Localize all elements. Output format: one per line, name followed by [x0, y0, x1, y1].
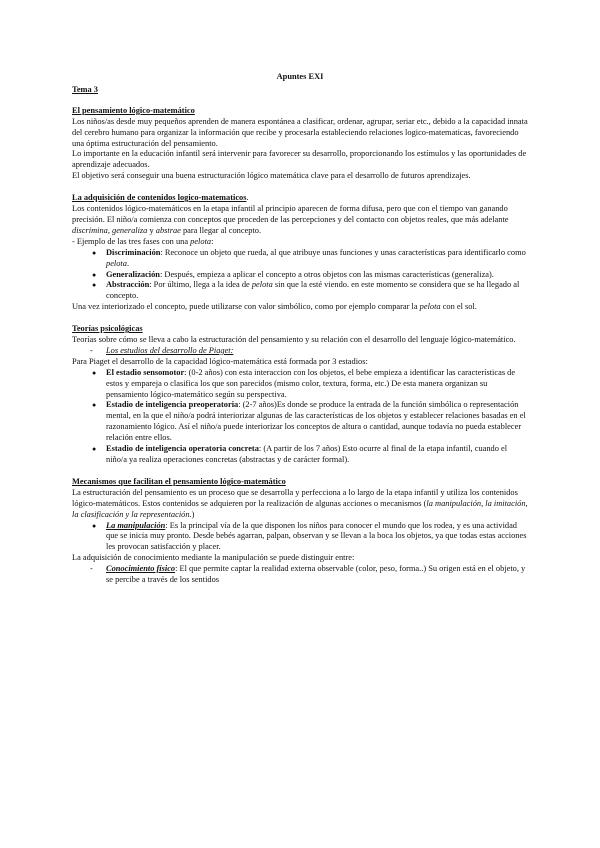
list-item — [106, 270, 528, 281]
paragraph: El objetivo será conseguir una buena estructuración lógico matemática clave para el desarrollo de futuros aprendizajes. — [72, 171, 471, 181]
document-title: Apuntes EXI — [276, 72, 324, 81]
phases-list — [72, 248, 528, 303]
list-item — [106, 368, 528, 401]
text-run: : (A partir de los 7 años) Esto ocurre al final de la etapa infantil, cuando el niño/a ya realiza operaciones concretas (abstractas y de carácter formal). — [106, 444, 508, 464]
italic-run: pelota — [419, 302, 441, 312]
term: Discriminación — [106, 247, 161, 257]
paragraph: La adquisición de conocimiento mediante la manipulación se puede distinguir entre: — [72, 553, 355, 563]
topic-title: Tema 3 — [72, 84, 98, 94]
text-run: : Por último, llega a la idea de — [149, 280, 252, 290]
text-run: : Es la principal vía de la que disponen los niños para conocer el mundo que los rodea, y es una actividad que se inicia muy pronto. Desde bebés agarran, palpan, observan y se llevan a la boca los objetos, ya que todas estas acciones les provocan satisfacción y placer. — [106, 520, 527, 552]
paragraph: Para Piaget el desarrollo de la capacidad lógico-matemática está formada por 3 estadios: — [72, 356, 368, 366]
text-run: ) — [191, 509, 195, 519]
term: El estadio sensomotor — [106, 367, 185, 377]
term: Estadio de inteligencia operatoria concreta — [106, 444, 259, 454]
italic-run: discrimina, generaliza — [72, 225, 148, 235]
term: Generalización — [106, 269, 160, 279]
italic-run: pelota — [190, 236, 212, 246]
section-heading-pensamiento: El pensamiento lógico-matemático — [72, 105, 195, 115]
italic-run: abstrae — [155, 225, 181, 235]
dash-list — [72, 346, 528, 357]
text-run: : (0-2 años) con esta interaccion con los objetos, el bebe empieza a identificar las características de estos y empareja o clasifica los que son parecidos (mismo color, textura, forma, etc.) De esta manera organizan su pensamiento lógico-matemático según su perspectiva. — [106, 367, 516, 399]
text-run: sin que la esté viendo. en este momento se considera que se ha llegado al concepto. — [106, 280, 520, 301]
heading-period: . — [246, 193, 249, 203]
term: Conocimiento físico — [106, 564, 176, 574]
stages-list — [72, 368, 528, 466]
section-heading-mecanismos: Mecanismos que facilitan el pensamiento lógico-matemático — [72, 476, 286, 486]
section-heading-teorias: Teorías psicológicas — [72, 324, 143, 334]
italic-run: pelota — [106, 258, 127, 268]
list-item — [106, 521, 528, 554]
text-run: Los contenidos lógico-matemáticos en la etapa infantil al principio aparecen de forma difusa, pero que con el tiempo van ganando precisión. El niño/a comienza con conceptos que proceden de las percepciones y del contacto con objetos reales, que más adelante — [72, 204, 509, 224]
list-item — [106, 444, 528, 466]
piaget-subheading: Los estudios del desarrollo de Piaget: — [106, 345, 234, 355]
dash-list — [72, 564, 528, 586]
italic-run: la manipulación, la imitación, la clasificación y la representación. — [72, 498, 528, 519]
section-heading-adquisicion-row — [72, 193, 528, 204]
document-page — [72, 72, 528, 586]
paragraph: Lo importante en la educación infantil será intervenir para favorecer su desarrollo, proporcionando los estímulos y las oportunidades de aprendizaje adecuados. — [72, 149, 527, 170]
text-run: Una vez interiorizado el concepto, puede utilizarse con valor simbólico, como por ejemplo comparar la — [72, 302, 420, 312]
text-run: . — [126, 258, 130, 268]
list-item — [106, 248, 528, 270]
paragraph: Los niños/as desde muy pequeños aprenden de manera espontánea a clasificar, ordenar, agrupar, seriar etc., debido a la capacidad innata del cerebro humano para organizar la información que recibe y procesarla estableciendo relaciones logico-matematicas, favoreciendo una óptima estructuración del pensamiento. — [72, 116, 528, 148]
text-run: y — [147, 225, 156, 235]
text-run: : — [211, 236, 214, 246]
text-run: - Ejemplo de las tres fases con una — [72, 236, 191, 246]
list-item — [106, 346, 528, 357]
text-run: : Reconoce un objeto que rueda, al que atribuye unas funciones y unas características para identificarlo como — [160, 247, 526, 257]
text-run: para llegar al concepto. — [180, 225, 262, 235]
text-run: : (2-7 años)Es donde se produce la entrada de la función simbólica o representación mental, en la que el niño/a podrá interiorizar algunas de las características de los objetos y establecer relaciones basadas en el razonamiento lógico. Así el niño/a puede interiorizar los conceptos de altura o cantidad, aunque todavía no pueda establecer relación entre ellos. — [106, 400, 526, 443]
term: La manipulación — [106, 520, 166, 530]
italic-run: pelota — [251, 280, 273, 290]
example-line — [72, 237, 528, 248]
section-heading-adquisicion: La adquisición de contenidos logico-matematicos — [72, 193, 247, 203]
paragraph — [72, 302, 528, 313]
text-run: La estructuración del pensamiento es un proceso que se desarrolla y perfecciona a lo largo de la etapa infantil y utiliza los contenidos lógico-matemáticos. Estos contenidos se adquieren por la realización de algunas acciones o mecanismos ( — [72, 487, 518, 508]
list-item — [106, 564, 528, 586]
list-item — [106, 400, 528, 444]
mechanisms-list — [72, 521, 528, 554]
text-run: : Después, empieza a aplicar el concepto a otros objetos con las mismas características (generaliza). — [159, 269, 494, 279]
paragraph: Teorías sobre cómo se lleva a cabo la estructuración del pensamiento y su relación con el desarrollo del lenguaje lógico-matemático. — [72, 335, 516, 345]
text-run: : El que permite captar la realidad externa observable (color, peso, forma..) Su origen está en el objeto, y se percibe a través de los sentidos — [106, 564, 526, 585]
paragraph — [72, 204, 528, 237]
term: Abstracción — [106, 280, 150, 290]
paragraph — [72, 488, 528, 521]
list-item — [106, 280, 528, 302]
term: Estadio de inteligencia preoperatoria — [106, 400, 239, 410]
text-run: con el sol. — [440, 302, 477, 312]
